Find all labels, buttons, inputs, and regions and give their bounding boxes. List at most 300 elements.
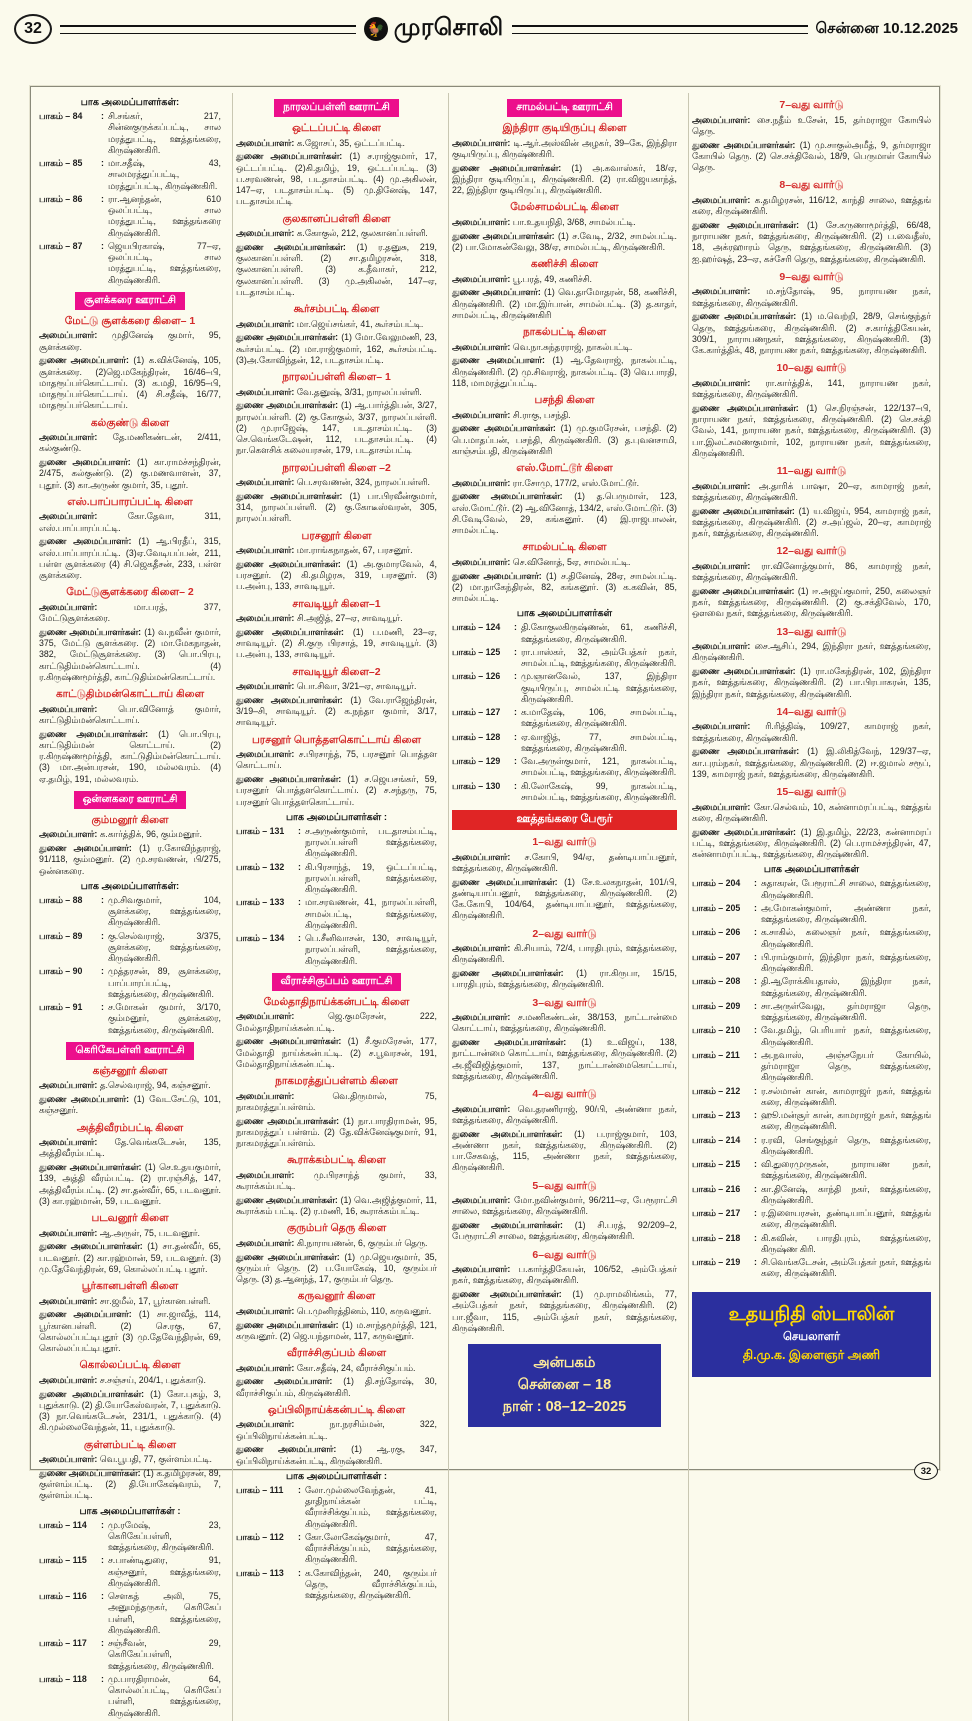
organizer-para: துணை அமைப்பாளர்: (1) ஆ.பிரதீப், 315, எஸ்.பாப்பாரப்பட்டி. (3)ஏ.வேடியப்பன், 211, பள்ள சூளக்கரை (4) சி.ஜெகதீசன், 233, பள்ள சூளக்கரை. <box>39 536 221 580</box>
bhagam-row <box>692 1001 931 1024</box>
organizer-para: அமைப்பாளர்: மா.ஜெய்சங்கர், 41, கூர்சம்பட்டி. <box>236 318 424 329</box>
bhagam-number: பாகம் – 89 <box>39 930 83 941</box>
ward-header: 12–வது வார்டு <box>776 545 847 558</box>
organizer-role-label: துணை அமைப்பாளர்கள்: <box>39 728 159 739</box>
bhagam-text: ச.பாண்டிதுரை, 91, கஞ்சனூர், ஊத்தங்கரை, கிருஷ்ணகிரி. <box>107 1555 221 1588</box>
ward-header: 15–வது வார்டு <box>776 786 847 798</box>
organizer-role-label: துணை அமைப்பாளர்: <box>236 1444 352 1455</box>
organizer-para: அமைப்பாளர்: ரி.ரித்திஷ், 109/27, காமராஜ் நகர், ஊத்தங்கரை, கிருஷ்ணகிரி. <box>692 721 931 743</box>
organizer-role-label: துணை அமைப்பாளர்: <box>452 287 545 298</box>
bhagam-colon: : <box>298 933 301 943</box>
branch-header: எஸ்.மோட்டூர் கிளை <box>516 462 613 474</box>
bhagam-colon: : <box>754 1049 757 1060</box>
footer-page-number-badge <box>914 1462 938 1480</box>
branch-header: ஒப்பிலிநாய்க்கன்பட்டி கிளை <box>267 1403 406 1416</box>
organizer-role-label: அமைப்பாளர்: <box>39 432 113 442</box>
organizer-role-label: துணை அமைப்பாளர்கள்: <box>236 1036 348 1047</box>
organizer-para: துணை அமைப்பாளர்கள்: (1) ஈ.அஜய்குமார், 250, கலைஞர் நகர், ஊத்தங்கரை, கிருஷ்ணகிரி. (2) கு.சக்திவேல், 170, ஔவை நகர், ஊத்தங்கரை, கிருஷ்ணகிரி. <box>692 585 931 619</box>
organizer-para: அமைப்பாளர்: த.செல்வராஜ், 94, கஞ்சனூர். <box>39 1080 211 1091</box>
bhagam-text: ஹூ.மன்சூர் கான், காமராஜர் நகர், ஊத்தங் கரை, கிருஷ்ணகிரி. <box>760 1110 931 1132</box>
organizer-role-label: துணை அமைப்பாளர்கள்: <box>452 876 565 887</box>
organizer-role-label: அமைப்பாளர்: <box>452 851 525 862</box>
organizer-para: துணை அமைப்பாளர்: (1) கா.ராமச்சந்திரன், 2/475, கல்குண்டு. (2) கு.மணவாளன், 37, புதூர். (3) கா.அருண் குமார், 35, புதூர். <box>39 457 221 490</box>
organizer-para: துணை அமைப்பாளர்கள்: (1) அ.குமாரவேல், 4, பரசனூர். (2) கி.தமிழரசு, 319, பரசனூர். (3) ப.அன்பு, 133, சாவடியூர். <box>236 558 437 592</box>
organizer-para: துணை அமைப்பாளர்கள்: (1) மு.குமரேசன், பசந்தி. (2) பெ.மாதப்பன், பசந்தி, கிருஷ்ணகிரி. (3) த.புவனசாமி, காஞ்சம்பதி, கிருஷ்ணகிரி <box>452 423 677 456</box>
ward-header: 2–வது வார்டு <box>532 927 597 940</box>
organizer-para: அமைப்பாளர்: மு.பிரசாந்த் குமார், 33, கூராக்கம்பட்டி. <box>236 1169 437 1191</box>
bhagam-row <box>692 976 931 999</box>
organizer-para: துணை அமைப்பாளர்கள்: (1) இ.லிகித்வேந், 129/37–ஏ, கா.புரம்நகர், ஊத்தங்கரை, கிருஷ்ணகிரி. (2) ஈ.ஜமால் சரூப், 139, காமராஜ் நகர், ஊத்தங்கரை, கிருஷ்ணகிரி. <box>692 746 931 779</box>
bhagam-colon: : <box>101 894 104 905</box>
organizer-para: துணை அமைப்பாளர்கள்: (1) ப.ராஜ்குமார், 103, அண்ணா நகர், ஊத்தங்கரை, கிருஷ்ணகிரி. (2) பா.சேகவத், 115, அண்ணா நகர், ஊத்தங்கரை, கிருஷ்ணகிரி. <box>452 1128 677 1173</box>
organizer-para: துணை அமைப்பாளர்கள்: (1) பொ.பிரபு, காட்டுதிம்மன் கொட்டாய். (2) ர.கிருஷ்ணமூர்த்தி, காட்டுதிம்மன்கொட்டாய். (3) மா.அன்பரசன், 190, மல்லவரம். (4) ஏ.தமிழ், 191, மல்லவரம். <box>39 728 221 784</box>
bhagam-row <box>692 1257 931 1280</box>
organizer-para: அமைப்பாளர்: சை.நதீம் உசேன், 15, தர்மராஜா கோயில் தெரு. <box>692 114 931 136</box>
bhagam-text: வி.துரைமுருகன், நாராயண நகர், ஊத்தங்கரை, கிருஷ்ணகிரி. <box>760 1159 931 1181</box>
bhagam-number: பாகம் – 84 <box>39 111 83 121</box>
organizer-role-label: அமைப்பாளர்: <box>236 1011 329 1022</box>
organizer-para: துணை அமைப்பாளர்கள்: (1) சே.உலகநாதன், 101/பி, தண்டியாப்பனூர், ஊத்தங்கரை, கிருஷ்ணகிரி. (2) கே.கோபி, 104/64, தண்டியாப்பனூர், ஊத்தங்கரை, கிருஷ்ணகிரி. <box>452 876 677 921</box>
organizer-role-label: துணை அமைப்பாளர்: <box>39 536 139 547</box>
organizer-role-label: அமைப்பாளர்: <box>452 137 514 148</box>
organizer-role-label: துணை அமைப்பாளர்கள்: <box>236 1115 344 1126</box>
organizer-role-label: அமைப்பாளர்: <box>236 477 297 487</box>
organizer-para: துணை அமைப்பாளர்: (1) வெ.தாமோதரன், 58, கணிச்சி, கிருஷ்ணகிரி. (2) மா.இர்பான், சாமல்பட்டி. (3) த.காதர், சாமல்பட்டி, கிருஷ்ணகிரி <box>452 287 677 320</box>
bhagam-row <box>39 1591 221 1636</box>
organizer-para: அமைப்பாளர்: ஆ.அருள், 75, படவனூர். <box>39 1227 200 1238</box>
organizer-para: துணை அமைப்பாளர்கள்: (1) வ.நவீன் குமார், 375, மேட்டு சூளக்கரை. (2) மா.மேகநாதன், 382, மேட்டுசூளக்கரை. (3) பொ.பிரபு, காட்டுதிம்மன்கொட்டாய். (4) ர.கிருஷ்ணமூர்த்தி, காட்டுதிம்மன்கொட்டாய். <box>39 626 222 682</box>
bhagam-colon: : <box>514 707 517 717</box>
bhagam-text: கி.லோகேஷ், 99, நாகல்பட்டி, சாமல்பட்டி, ஊத்தங்கரை, கிருஷ்ணகிரி. <box>520 780 677 802</box>
ward-header: 1–வது வார்டு <box>532 836 597 848</box>
bhagam-text: ர.சல்மான் கான், காமராஜர் நகர், ஊத்தங் கரை, கிருஷ்ணகிரி. <box>760 1085 931 1107</box>
bhagam-text: ரா.ஆனந்தன், 610 ஒலப்பட்டி, சால மரத்துபட்டி, ஊத்தங்கரை கிருஷ்ணகிரி. <box>107 193 221 238</box>
organizer-role-label: அமைப்பாளர்: <box>236 1305 297 1316</box>
organizer-role-label: துணை அமைப்பாளர்கள்: <box>236 694 351 705</box>
organizer-para: துணை அமைப்பாளர்கள்: (1) சீ.குமரேசன், 177, மேல்தாதி நாய்க்கன்பட்டி. (2) ச.பூவரசன், 191, மேல்தாதிநாய்க்கன்பட்டி. <box>236 1036 437 1069</box>
organizer-role-label: துணை அமைப்பாளர்கள்: <box>236 332 342 343</box>
bhagam-number: பாகம் – 124 <box>452 622 501 633</box>
organizer-para: அமைப்பாளர்: ரா.சோமு, 177/2, எஸ்.மோட்டூர். <box>452 477 640 488</box>
organizer-para: அமைப்பாளர்: அ.தாரிக் பாஷா, 20–ஏ, காமராஜ் நகர், ஊத்தங்கரை, கிருஷ்ணகிரி. <box>692 480 931 502</box>
column-2 <box>232 93 440 1721</box>
bhagam-text: மு.சிவகுமார், 104, சூளக்கரை, ஊத்தங்கரை, கிருஷ்ணகிரி. <box>107 894 221 928</box>
organizer-para: அமைப்பாளர்: பெ.முனிரத்தினம், 110, கருவனூர். <box>236 1305 432 1316</box>
bhagam-row <box>236 1532 437 1566</box>
organizer-role-label: துணை அமைப்பாளர்கள்: <box>39 1162 145 1172</box>
organizer-role-label: அமைப்பாளர்: <box>39 829 100 840</box>
bhagam-colon: : <box>514 780 517 791</box>
bhagam-number: பாகம் – 125 <box>452 646 501 657</box>
organizer-role-label: துணை அமைப்பாளர்கள்: <box>236 490 350 501</box>
bhagam-text: பெ.சீனிவாசன், 130, சாவடியூர், நாரலப்பள்ளி, ஊத்தங்கரை, கிருஷ்ணகிரி. <box>304 933 437 966</box>
bhagam-row <box>236 933 437 967</box>
panchayat-header-label: சூளக்கரை ஊராட்சி <box>75 292 185 310</box>
organizer-role-label: அமைப்பாளர்: <box>236 137 297 148</box>
masthead-rule-right <box>512 25 808 34</box>
bhagam-colon: : <box>514 756 517 766</box>
organizer-para: துணை அமைப்பாளர்கள்: (1) அ.கவாஸ்கர், 18/ஏ, இந்திரா குடியிருப்பு, கிருஷ்ணகிரி. (2) ரா.விஜயகாந்த், 22, இந்திரா குடியிருப்பு, கிருஷ்ணகிரி. <box>452 162 678 195</box>
bhagam-number: பாகம் – 217 <box>692 1208 741 1218</box>
organizer-role-label: துணை அமைப்பாளர்: <box>39 1094 134 1104</box>
bhagam-colon: : <box>514 622 517 633</box>
organizer-para: அமைப்பாளர்: கி.சியாம், 72/4, பாரதிபுரம், ஊத்தங்கரை, கிருஷ்ணகிரி. <box>452 943 677 965</box>
organizer-role-label: துணை அமைப்பாளர்கள்: <box>692 139 800 150</box>
organizer-role-label: அமைப்பாளர்: <box>692 801 754 812</box>
branch-header: பரசனூர் கிளை <box>301 529 372 542</box>
branch-header: நாரலப்பள்ளி கிளை– 1 <box>282 371 391 383</box>
bhagam-colon: : <box>101 193 104 204</box>
panchayat-header <box>452 99 677 117</box>
bhagam-row <box>452 671 677 705</box>
organizer-role-label: அமைப்பாளர்: <box>39 601 134 612</box>
branch-header: சாமல்பட்டி கிளை <box>522 541 607 554</box>
bhagam-number: பாகம் – 206 <box>692 927 741 938</box>
bhagam-row <box>692 1208 931 1231</box>
bhagam-number: பாகம் – 204 <box>692 878 741 889</box>
bhagam-colon: : <box>754 1134 757 1145</box>
organizer-role-label: துணை அமைப்பாளர்: <box>39 457 137 467</box>
organizer-role-label: அமைப்பாளர்: <box>452 556 513 567</box>
branch-header: வீராச்சிகுப்பம் கிளை <box>286 1347 387 1359</box>
organizer-para: துணை அமைப்பாளர்கள்: (1) ஆ.பார்த்திபன், 3/27, நாரலப்பள்ளி. (2) கு.கோகுல், 3/37, நாரலப்பள்ளி. (2) மு.ராஜேஷ், 147, படதாசம்பட்டி. (3) செ.வெங்கடேஷன், 112, படதாசம்பட்டி. (4) நா.கௌசிக் கலையரசன், 179, படதாசம்பட்டி <box>236 400 437 456</box>
organizer-role-label: அமைப்பாளர்: <box>39 511 128 522</box>
section-subheading: பாக அமைப்பாளர்கள் <box>763 864 860 876</box>
organizer-para: அமைப்பாளர்: ரா.வினோத்குமார், 86, காமராஜ் நகர், ஊத்தங்கரை, கிருஷ்ணகிரி. <box>692 560 931 582</box>
bhagam-colon: : <box>754 1000 757 1011</box>
branch-header: பசந்தி கிளை <box>534 394 595 406</box>
organizer-role-label: துணை அமைப்பாளர்: <box>236 1376 344 1387</box>
signature-line-2: செயலாளர் <box>782 1331 841 1344</box>
bhagam-text: செளகத் அலி, 75, அனுமந்தருகர், கெரிகேப் பள்ளி, ஊத்தங்கரை, கிருஷ்ணகிரி. <box>107 1591 221 1635</box>
organizer-role-label: அமைப்பாளர்: <box>692 114 757 125</box>
organizer-role-label: அமைப்பாளர்: <box>452 216 513 227</box>
organizer-para: துணை அமைப்பாளர்: (1) சா.ஜாவீத், 114, பூர்கானபள்ளி. (2) செ.ரகு, 67, கொல்லப்பட்டிபுதூர் (3) மு.தேவேந்திரன், 69, கொல்லப்பட்டிபுதூர். <box>39 1309 221 1353</box>
organizer-para: அமைப்பாளர்: கோ.செல்வம், 10, கன்னாமரப்பட்டி, ஊத்தங் கரை, கிருஷ்ணகிரி. <box>692 801 932 823</box>
organizer-para: துணை அமைப்பாளர்கள்: (1) நா.பாரதிராமன், 95, நாகமரத்துப் பள்ளம். (2) தே.விக்னேஷ்குமார், 91, நாகமரத்துப்பள்ளம். <box>236 1115 438 1148</box>
bhagam-colon: : <box>298 897 301 908</box>
ward-header: 14–வது வார்டு <box>776 705 847 718</box>
bhagam-number: பாகம் – 212 <box>692 1085 741 1096</box>
organizer-para: துணை அமைப்பாளர்: (1) க.விக்னேஷ், 105, சூளக்கரை. (2)ஜெ.மகேந்திரன், 16/46–பி, மாதரூப்பர்கொட்டாய். (3) க.மதி, 16/95–பி, மாதரூப்பர்கொட்டாய். (4) சி.சதீஷ், 16/77, மாதரூப்பர்கொட்டாய். <box>39 355 221 411</box>
section-subheading: பாக அமைப்பாளர்கள் <box>516 608 613 620</box>
bhagam-colon: : <box>754 927 757 938</box>
rooster-icon: 🐓 <box>364 17 388 41</box>
ward-header: 13–வது வார்டு <box>776 625 847 638</box>
branch-header: மேட்டுசூளக்கரை கிளை– 2 <box>66 586 194 599</box>
bhagam-number: பாகம் – 86 <box>39 193 83 204</box>
bhagam-colon: : <box>754 1232 757 1243</box>
organizer-role-label: அமைப்பாளர்: <box>39 330 112 341</box>
ward-header: 10–வது வார்டு <box>776 362 847 375</box>
organizer-role-label: துணை அமைப்பாளர்: <box>39 355 134 366</box>
bhagam-number: பாகம் – 87 <box>39 240 83 251</box>
organizer-role-label: அமைப்பாளர்: <box>236 318 297 329</box>
organizer-para: அமைப்பாளர்: சா.ஜமீல், 17, பூர்கானபள்ளி. <box>39 1295 211 1306</box>
organizer-para: அமைப்பாளர்: ச.கோபி, 94/ஏ, தண்டியாப்பனூர், ஊத்தங்கரை, கிருஷ்ணகிரி. <box>452 851 677 873</box>
ward-header: 7–வது வார்டு <box>779 99 844 111</box>
bhagam-number: பாகம் – 215 <box>692 1159 741 1169</box>
organizer-para: துணை அமைப்பாளர்கள்: (1) ரா.மகேந்திரன், 102, இந்திரா நகர், ஊத்தங்கரை, கிருஷ்ணகிரி. (2) பா.பிரபாகரன், 135, இந்திரா நகர், ஊத்தங்கரை, கிருஷ்ணகிரி. <box>692 666 931 699</box>
bhagam-row <box>39 1555 221 1589</box>
bhagam-number: பாகம் – 91 <box>39 1002 83 1012</box>
edition-dateline: சென்னை 10.12.2025 <box>815 19 959 37</box>
section-subheading: பாக அமைப்பாளர்கள்: <box>80 97 180 108</box>
organizer-para: அமைப்பாளர்: பெ.சரவணன், 324, நாரலப்பள்ளி. <box>236 477 430 487</box>
branch-header: அத்திவீரம்பட்டி கிளை <box>76 1121 184 1134</box>
bhagam-number: பாகம் – 118 <box>39 1673 87 1684</box>
branch-header: மேல்சாமல்பட்டி கிளை <box>510 201 619 214</box>
bhagam-row <box>39 111 221 156</box>
organizer-role-label: துணை அமைப்பாளர்கள்: <box>39 1241 148 1252</box>
organizer-para: துணை அமைப்பாளர்கள்: (1) ச.வேடி, 2/32, சாமல்பட்டி. (2) பா.மோகன்வேலு, 38/ஏ, சாமல்பட்டி, கிருஷ்ணகிரி. <box>452 230 677 252</box>
bhagam-text: மு.பாரதிராமன், 64, கொல்லப்பட்டி, கெரிகேப் பள்ளி, ஊத்தங்கரை, கிருஷ்ணகிரி. <box>107 1673 221 1718</box>
organizer-para: அமைப்பாளர்: முதினேஷ் குமார், 95, சூளக்கரை. <box>39 330 221 352</box>
organizer-role-label: துணை அமைப்பாளர்கள்: <box>692 746 808 757</box>
branch-header: கணிச்சி கிளை <box>530 258 599 270</box>
organizer-para: துணை அமைப்பாளர்கள்: (1) உ.விஜய், 138, நாட்டான்மை கொட்டாய், ஊத்தங்கரை, கிருஷ்ணகிரி. (2) அ.ஜீவிஜித்குமார், 137, நாட்டான்மைகொட்டாய், ஊத்தங்கரை, கிருஷ்ணகிரி. <box>452 1037 677 1081</box>
branch-header: கொல்லப்பட்டி கிளை <box>79 1359 181 1372</box>
bhagam-text: க.கோவிந்தன், 240, குரும்பர் தெரு, வீராச்சிக்குப்பம், ஊத்தங்கரை, கிருஷ்ணகிரி. <box>304 1567 437 1600</box>
bhagam-row <box>692 1086 931 1109</box>
bhagam-colon: : <box>514 671 517 682</box>
organizer-role-label: அமைப்பாளர்: <box>452 409 513 420</box>
organizer-para: அமைப்பாளர்: ஜெ.குமரேசன், 222, மேல்தாதிநாய்க்கன்பட்டி. <box>236 1011 437 1033</box>
panchayat-header-label: ஒன்னகரை ஊராட்சி <box>74 791 187 809</box>
organizer-para: அமைப்பாளர்: ரா.கார்த்திக், 141, நாராயண நகர், ஊத்தங்கரை, கிருஷ்ணகிரி. <box>692 377 932 399</box>
organizer-role-label: அமைப்பாளர்: <box>452 477 513 488</box>
organizer-role-label: துணை அமைப்பாளர்கள்: <box>236 626 353 637</box>
organizer-role-label: துணை அமைப்பாளர்கள்: <box>236 241 357 252</box>
organizer-role-label: அமைப்பாளர்: <box>236 386 297 397</box>
bhagam-colon: : <box>298 1567 301 1578</box>
organizer-para: அமைப்பாளர்: மா.பரத், 377, மேட்டுசூளக்கரை. <box>39 601 222 623</box>
organizer-para: அமைப்பாளர்: மா.ராங்கநாதன், 67, பரசனூர். <box>236 545 413 555</box>
organizer-role-label: துணை அமைப்பாளர்கள்: <box>452 1128 575 1139</box>
organizer-role-label: துணை அமைப்பாளர்கள்: <box>692 402 807 413</box>
organizer-role-label: அமைப்பாளர்: <box>236 1237 297 1248</box>
organizer-para: அமைப்பாளர்: ச.சஞ்சய், 204/1, புதுக்காடு. <box>39 1374 206 1385</box>
organizer-para: துணை அமைப்பாளர்: (1) ஆ.தேவராஜ், நாகல்பட்டி, கிருஷ்ணகிரி. (2) மு.சிவராஜ், நாகல்பட்டி. (3) வெ.பாரதி, 118, மாமரத்துப்பட்டி. <box>452 355 677 388</box>
bhagam-colon: : <box>101 1638 104 1648</box>
branch-header: நாகமரத்துப்பள்ளம் கிளை <box>275 1075 398 1087</box>
bhagam-row <box>692 952 931 975</box>
organizer-para: துணை அமைப்பாளர்கள்: (1) மு.ஜெயகுமார், 35, குரும்பர் தெரு. (2) ப.யோகேஷ், 10, குரும்பர் தெரு. (3) த.ஆனந்த், 17, குரும்பர் தெரு. <box>236 1251 437 1284</box>
organizer-para: துணை அமைப்பாளர்கள்: (1) ரா.கிருபா, 15/15, பாரதிபுரம், ஊத்தங்கரை, கிருஷ்ணகிரி. <box>452 968 677 990</box>
organizer-para: அமைப்பாளர்: வெ.நா.சுந்தரராஜ், நாகல்பட்டி. <box>452 341 633 352</box>
organizer-role-label: அமைப்பாளர்: <box>692 721 766 732</box>
organizer-role-label: துணை அமைப்பாளர்கள்: <box>692 505 799 516</box>
bhagam-row <box>39 1674 221 1719</box>
bhagam-text: தி.கோகுலகிருஷ்ணன், 61, கணிச்சி, ஊத்தங்கரை, கிருஷ்ணகிரி. <box>520 622 677 644</box>
organizer-role-label: அமைப்பாளர்: <box>39 1374 100 1385</box>
bhagam-text: மு.ரமேஷ், 23, கெரிகேப்பள்ளி, ஊத்தங்கரை, கிருஷ்ணகிரி. <box>107 1519 221 1552</box>
organizer-role-label: அமைப்பாளர்: <box>39 1227 100 1238</box>
bhagam-text: ஏ.வாஜித், 77, சாமல்பட்டி, ஊத்தங்கரை, கிருஷ்ணகிரி. <box>520 731 677 753</box>
organizer-role-label: அமைப்பாளர்: <box>39 1295 100 1306</box>
organizer-role-label: அமைப்பாளர்: <box>692 560 762 571</box>
organizer-para: துணை அமைப்பாளர்: (1) ர.கோவிந்தராஜ், 91/118, கும்மனூர். (2) மு.சரவணன், பி/275, ஒன்னகரை. <box>39 843 221 876</box>
organizer-role-label: அமைப்பாளர்: <box>39 1080 100 1091</box>
panchayat-header <box>236 973 437 991</box>
bhagam-row <box>236 1485 437 1530</box>
bhagam-number: பாகம் – 88 <box>39 894 83 905</box>
bhagam-text: சஞ்சீவன், 29, கெரிகேப்பள்ளி, ஊத்தங்கரை, கிருஷ்ணகிரி. <box>107 1638 221 1671</box>
organizer-para: துணை அமைப்பாளர்: (1) வேடசேட்டு, 101, கஞ்சனூர். <box>39 1094 221 1116</box>
branch-header: குரும்பர் தெரு கிளை <box>286 1222 387 1235</box>
organizer-para: துணை அமைப்பாளர்: (1) ச.தினேஷ், 28ஏ, சாமல்பட்டி. (2) மா.நாகேந்திரன், 82, கங்கனூர். (3) க.கவின், 85, சாமல்பட்டி. <box>452 570 677 603</box>
organizer-para: அமைப்பாளர்: கோ.தேவா, 311, எஸ்.பாப்பாரப்பட்டி. <box>39 511 222 533</box>
footer-page-number: 32 <box>920 1465 932 1477</box>
bhagam-text: தி.ஆரோக்கியதாஸ், இந்திரா நகர், ஊத்தங்கரை, கிருஷ்ணகிரி. <box>760 976 931 998</box>
panchayat-header-label: நாரலப்பள்ளி ஊராட்சி <box>274 99 399 117</box>
bhagam-number: பாகம் – 207 <box>692 951 741 962</box>
organizer-role-label: அமைப்பாளர்: <box>692 641 755 651</box>
bhagam-colon: : <box>101 240 104 251</box>
bhagam-number: பாகம் – 216 <box>692 1183 741 1194</box>
anbagam-line-3: நாள் : 08–12–2025 <box>502 1398 627 1415</box>
organizer-para: துணை அமைப்பாளர்: (1) ஆ.ரகு, 347, ஒப்பிலிநாய்க்கன்பட்டி, கிருஷ்ணகிரி. <box>236 1444 437 1466</box>
organizer-role-label: துணை அமைப்பாளர்கள்: <box>236 1319 343 1330</box>
organizer-para: அமைப்பாளர்: சி.ராகு, பசந்தி. <box>452 409 571 420</box>
bhagam-number: பாகம் – 117 <box>39 1638 87 1648</box>
organizer-role-label: துணை அமைப்பாளர்கள்: <box>692 826 801 837</box>
organizer-role-label: துணை அமைப்பாளர்: <box>39 1309 139 1320</box>
bhagam-text: மா.சதீஷ், 43, சாலமரத்துப்பட்டி, மரத்துப்பட்டி, கிருஷ்ணகிரி. <box>107 158 221 191</box>
bhagam-colon: : <box>754 1208 757 1218</box>
organizer-role-label: துணை அமைப்பாளர்கள்: <box>452 968 577 978</box>
organizer-para: துணை அமைப்பாளர்கள்: (1) க.தமிழரசன், 89, குள்ளம்பட்டி. (2) தி.யோகேஷ்வரம், 7, குள்ளம்பட்டி. <box>39 1467 221 1501</box>
signature-line-3: தி.மு.க. இளைஞர் அணி <box>742 1348 881 1363</box>
bhagam-row <box>692 927 931 950</box>
ward-header: 5–வது வார்டு <box>532 1179 597 1192</box>
newspaper-title: முரசொலி <box>393 14 504 41</box>
bhagam-colon: : <box>754 1257 757 1267</box>
bhagam-colon: : <box>754 1025 757 1036</box>
organizer-role-label: துணை அமைப்பாளர்கள்: <box>692 666 801 676</box>
organizer-role-label: அமைப்பாளர்: <box>452 273 513 284</box>
panchayat-header <box>236 99 437 117</box>
ward-header: 9–வது வார்டு <box>779 270 844 283</box>
branch-header: சாவடியூர் கிளை–2 <box>292 665 381 678</box>
organizer-para: அமைப்பாளர்: தே.வெங்கடேசன், 135, அத்திவீரம்பட்டி. <box>39 1137 221 1159</box>
branch-header: சாவடியூர் கிளை–1 <box>292 597 381 610</box>
bhagam-colon: : <box>298 1531 301 1542</box>
organizer-role-label: அமைப்பாளர்: <box>236 1419 330 1430</box>
bhagam-row <box>692 1110 931 1133</box>
organizer-para: அமைப்பாளர்: வெ.பூபதி, 77, குள்ளம்பட்டி. <box>39 1454 212 1464</box>
organizer-para: துணை அமைப்பாளர்கள்: (1) ர.தனுசு, 219, குலகானப்பள்ளி. (2) சா.தமிழரசன், 318, குலகானப்பள்ளி. (3) க.தீவாகர், 212, குலகானப்பள்ளி. (3) மு.அகிலன், 147–ஏ, படதாசம்பட்டி. <box>236 241 437 297</box>
organizer-role-label: அமைப்பாளர்: <box>452 1195 515 1205</box>
bhagam-text: ர.இளையரசன், தண்டியாப்பனூர், ஊத்தங் கரை, கிருஷ்ணகிரி. <box>760 1208 931 1230</box>
branch-header: கருவனூர் கிளை <box>297 1290 376 1303</box>
organizer-role-label: அமைப்பாளர்: <box>692 377 766 388</box>
bhagam-number: பாகம் – 128 <box>452 731 501 742</box>
bhagam-row <box>236 1568 437 1602</box>
bhagam-row <box>39 931 221 965</box>
branch-header: பூர்கானபள்ளி கிளை <box>81 1280 179 1292</box>
organizer-role-label: அமைப்பாளர்: <box>39 1137 115 1147</box>
bhagam-row <box>236 897 437 931</box>
organizer-role-label: அமைப்பாளர்: <box>452 1103 518 1114</box>
bhagam-number: பாகம் – 111 <box>236 1484 284 1495</box>
organizer-role-label: அமைப்பாளர்: <box>452 943 514 953</box>
masthead-rule-left <box>60 25 356 34</box>
bhagam-text: சா.அருள்வேலு, தர்மராஜா தெரு, ஊத்தங்கரை, கிருஷ்ணகிரி. <box>760 1000 931 1022</box>
branch-header: கும்மனூர் கிளை <box>91 813 169 826</box>
bhagam-number: பாகம் – 90 <box>39 966 83 977</box>
organizer-para: துணை அமைப்பாளர்கள்: (1) சே.கருணாமூர்த்தி, 66/48, நாராயண நகர், ஊத்தங்கரை, கிருஷ்ணகிரி. (2) ப.வைதீஸ், 18, அக்ரஹாரம் தெரு, ஊத்தங்கரை, கிருஷ்ணகிரி. (3) ஐ.ஹர்ஷத், 23–ஏ, கச்சேரி தெரு, ஊத்தங்கரை, கிருஷ்ணகிரி. <box>692 219 932 264</box>
bhagam-row <box>452 732 677 755</box>
anbagam-address-box <box>468 1344 661 1427</box>
bhagam-colon: : <box>754 1085 757 1096</box>
ward-header: 3–வது வார்டு <box>532 996 597 1009</box>
bhagam-number: பாகம் – 116 <box>39 1591 87 1601</box>
bhagam-text: மா.சரவணன், 41, நாரலப்பள்ளி, சாமல்பட்டி, ஊத்தங்கரை, கிருஷ்ணகிரி. <box>304 897 437 930</box>
bhagam-number: பாகம் – 133 <box>236 897 285 908</box>
organizer-para: அமைப்பாளர்: மோ.நவின்குமார், 96/211–ஏ, பேரூராட்சி சாலை, ஊத்தங்கரை, கிருஷ்ணகிரி. <box>452 1195 677 1217</box>
page-number: 32 <box>24 20 42 37</box>
organizer-para: அமைப்பாளர்: க.கோகுல், 212, குலகானப்பள்ளி. <box>236 228 428 238</box>
branch-header: மேட்டு சூளக்கரை கிளை– 1 <box>64 314 196 327</box>
bhagam-text: வே.அருள்குமார், 121, நாகல்பட்டி, சாமல்பட்டி, ஊத்தங்கரை, கிருஷ்ணகிரி. <box>520 756 677 778</box>
organizer-role-label: அமைப்பாளர்: <box>39 703 119 714</box>
organizer-role-label: துணை அமைப்பாளர்கள்: <box>692 585 798 596</box>
town-panchayat-band: ஊத்தங்கரை பேரூர் <box>452 810 677 830</box>
organizer-role-label: துணை அமைப்பாளர்கள்: <box>39 1467 144 1478</box>
organizer-para: அமைப்பாளர்: பூ.பரத், 49, கணிச்சி. <box>452 273 592 284</box>
section-subheading: பாக அமைப்பாளர்கள் : <box>285 1470 388 1482</box>
bhagam-colon: : <box>298 825 301 836</box>
organizer-para: துணை அமைப்பாளர்கள்: (1) ச.ஜெயசங்கர், 59, பரசனூர் பொத்தளகொட்டாய். (2) ச.சந்தரு, 75, பரசனூர் பொத்தளகொட்டாய். <box>236 774 437 807</box>
organizer-para: துணை அமைப்பாளர்கள்: (1) செ.உதயகுமார், 139, அத்தி வீரம்பட்டி. (2) ரா.ரஞ்சித், 147, அத்திவீரம்பட்டி. (2) சா.தன்வீர், 65, படவனூர். (3) கா.ரஹ்மான், 59, படவனூர். <box>39 1162 222 1206</box>
bhagam-number: பாகம் – 115 <box>39 1555 87 1566</box>
branch-header: குள்ளம்பட்டி கிளை <box>83 1438 177 1451</box>
column-1 <box>36 93 224 1721</box>
organizer-role-label: அமைப்பாளர்: <box>236 228 297 238</box>
newspaper-brand <box>364 14 504 44</box>
bhagam-text: சி.வெங்கடேசன், அம்பேத்கர் நகர், ஊத்தங் கரை, கிருஷ்ணகிரி. <box>760 1257 931 1279</box>
bhagam-text: க.சாகில், கலைஞர் நகர், ஊத்தங்கரை, கிருஷ்ணகிரி. <box>760 927 931 949</box>
organizer-para: அமைப்பாளர்: கி.நாராயணன், 6, குரும்பர் தெரு. <box>236 1237 428 1248</box>
organizer-para: அமைப்பாளர்: ம.சந்தோஷ், 95, நாராயண நகர், ஊத்தங்கரை, கிருஷ்ணகிரி. <box>692 286 931 308</box>
bhagam-row <box>452 756 677 779</box>
bhagam-text: கோ.லோகேஷ்குமார், 47, வீராச்சிக்குப்பம், ஊத்தங்கரை, கிருஷ்ணகிரி. <box>304 1531 437 1565</box>
organizer-para: துணை அமைப்பாளர்கள்: (1) த.பெருமாள், 123, எஸ்.மோட்டூர். (2) ஆ.வினோத், 134/2, எஸ்.மோட்டூர். (3) சி.வேடிவேல், 29, கங்கனூர். (4) இ.ராஜபாலன், சாமல்பட்டி. <box>452 491 677 535</box>
panchayat-header <box>39 292 221 310</box>
branch-header: நாரலப்பள்ளி கிளை –2 <box>282 461 391 474</box>
bhagam-number: பாகம் – 114 <box>39 1519 87 1530</box>
branch-header: கல்குண்டு கிளை <box>90 416 170 429</box>
bhagam-number: பாகம் – 218 <box>692 1232 741 1243</box>
panchayat-header <box>39 1042 221 1060</box>
section-subheading: பாக அமைப்பாளர்கள்: <box>80 880 180 892</box>
organizer-para: அமைப்பாளர்: சி.அஜித், 27–ஏ, சாவடியூர். <box>236 613 403 623</box>
bhagam-text: மு.ஞானவேல், 137, இந்திரா குடியிருப்பு, சாமல்பட்டி ஊத்தங்கரை, கிருஷ்ணகிரி. <box>520 671 677 704</box>
bhagam-colon: : <box>298 861 301 872</box>
organizer-role-label: அமைப்பாளர்: <box>692 194 755 205</box>
ward-header: 4–வது வார்டு <box>532 1088 597 1100</box>
bhagam-colon: : <box>101 1519 104 1530</box>
bhagam-number: பாகம் – 130 <box>452 780 501 791</box>
organizer-role-label: துணை அமைப்பாளர்கள்: <box>236 774 348 784</box>
bhagam-colon: : <box>754 1183 757 1194</box>
organizer-role-label: அமைப்பாளர்: <box>39 1454 100 1464</box>
bhagam-text: அ.மோகன்குமார், அண்ணா நகர், ஊத்தங்கரை, கிருஷ்ணகிரி. <box>760 902 931 924</box>
bhagam-number: பாகம் – 113 <box>236 1567 284 1578</box>
organizer-para: அமைப்பாளர்: பொ.வினோத் குமார், காட்டுதிம்மன்கொட்டாய். <box>39 703 221 725</box>
organizer-role-label: அமைப்பாளர்: <box>692 286 767 297</box>
